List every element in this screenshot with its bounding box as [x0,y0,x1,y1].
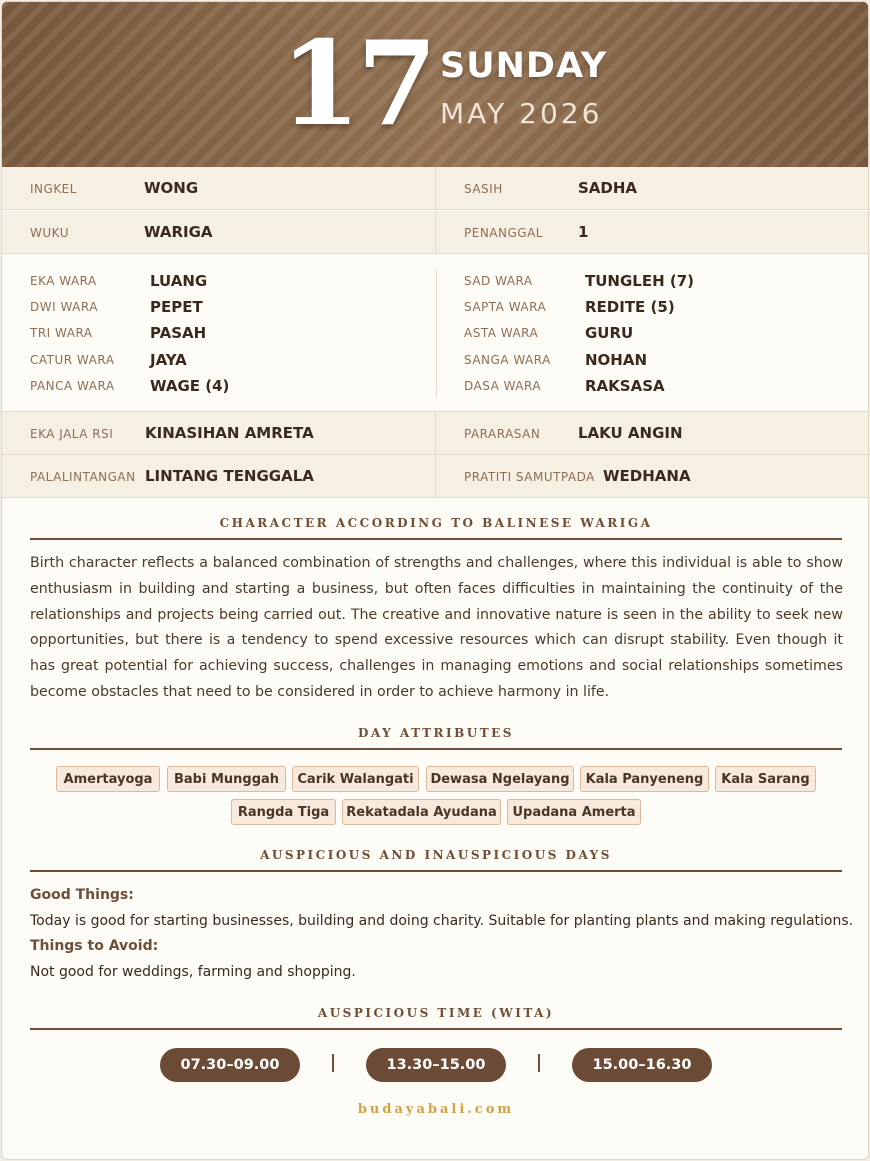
row-ekajalarsi-pararasan [2,412,869,455]
sasih-cell [436,167,869,209]
wara-block [2,254,869,412]
wuku-cell [2,211,436,253]
eka-wara-label: EKA WARA [30,274,97,288]
things-to-avoid-text: Not good for weddings, farming and shopping. [30,964,356,980]
month-year: MAY 2026 [440,97,603,130]
eka-jala-rsi-label: EKA JALA RSI [30,427,114,441]
attribute-tag: Kala Panyeneng [580,766,709,792]
penanggal-value: 1 [578,223,589,241]
sasih-label: SASIH [464,182,503,196]
wuku-label: WUKU [30,226,69,240]
attribute-tag: Amertayoga [56,766,160,792]
time-separator [332,1054,334,1072]
sanga-wara-label: SANGA WARA [464,353,551,367]
sapta-wara-label: SAPTA WARA [464,300,547,314]
attributes-rule [30,748,842,750]
wuku-value: WARIGA [144,223,213,241]
pratiti-cell [436,455,869,497]
attribute-tag: Kala Sarang [715,766,816,792]
dasa-wara-label: DASA WARA [464,379,542,393]
sad-wara-label: SAD WARA [464,274,533,288]
palalintangan-value: LINTANG TENGGALA [145,467,314,485]
pararasan-label: PARARASAN [464,427,541,441]
row-ingkel-sasih [2,167,869,210]
time-slot-pill: 07.30–09.00 [160,1048,300,1082]
ingkel-cell [2,167,436,209]
penanggal-cell [436,211,869,253]
time-slot-pill: 15.00–16.30 [572,1048,712,1082]
sad-wara-value: TUNGLEH (7) [585,272,695,290]
sanga-wara-value: NOHAN [585,351,648,369]
row-palalintangan-pratiti [2,455,869,498]
panca-wara-value: WAGE (4) [150,377,230,395]
row-wuku-penanggal [2,211,869,254]
eka-jala-rsi-cell [2,412,436,454]
character-text: Birth character reflects a balanced combination of strengths and challenges, where this individual is able to show enthusiasm in building and starting a business, but often faces difficulties in maintaining the continuity of the relationships and projects being carried out. The creative and innovative nature is seen in the ability to seek new opportunities, but there is a tendency to spend excessive resources which can disrupt stability. Even though it has great potential for achieving success, challenges in managing emotions and social relationships sometimes become obstacles that need to be considered in order to achieve harmony in life. [30,555,843,700]
asta-wara-label: ASTA WARA [464,326,539,340]
pratiti-label: PRATITI SAMUTPADA [464,470,595,484]
dwi-wara-value: PEPET [150,298,203,316]
times-title: AUSPICIOUS TIME (WITA) [317,1006,555,1020]
character-title: CHARACTER ACCORDING TO BALINESE WARIGA [219,516,653,530]
ingkel-label: INGKEL [30,182,77,196]
attributes-title: DAY ATTRIBUTES [358,726,514,740]
wara-divider [436,270,437,398]
ingkel-value: WONG [144,179,199,197]
attribute-tag: Babi Munggah [167,766,286,792]
good-things-label: Good Things: [30,887,134,903]
date-header [2,2,869,167]
attribute-tag: Upadana Amerta [507,799,641,825]
good-things-text: Today is good for starting businesses, building and doing charity. Suitable for planting plants and making regulations. [30,913,854,929]
times-rule [30,1028,842,1030]
attribute-tag: Carik Walangati [292,766,419,792]
character-rule [30,538,842,540]
footer-brand: budayabali.com [357,1102,515,1117]
pararasan-cell [436,412,869,454]
attribute-tag: Dewasa Ngelayang [426,766,574,792]
day-name: SUNDAY [440,46,608,86]
day-number: 17 [280,16,434,152]
sasih-value: SADHA [578,179,638,197]
time-separator [538,1054,540,1072]
palalintangan-label: PALALINTANGAN [30,470,136,484]
tri-wara-value: PASAH [150,324,207,342]
auspicious-rule [30,870,842,872]
eka-jala-rsi-value: KINASIHAN AMRETA [145,424,314,442]
things-to-avoid-label: Things to Avoid: [30,938,159,954]
penanggal-label: PENANGGAL [464,226,543,240]
eka-wara-value: LUANG [150,272,208,290]
calendar-card [1,1,869,1160]
attribute-tag: Rangda Tiga [231,799,336,825]
tri-wara-label: TRI WARA [30,326,93,340]
catur-wara-value: JAYA [150,351,187,369]
catur-wara-label: CATUR WARA [30,353,115,367]
asta-wara-value: GURU [585,324,634,342]
panca-wara-label: PANCA WARA [30,379,115,393]
auspicious-title: AUSPICIOUS AND INAUSPICIOUS DAYS [260,848,612,862]
pararasan-value: LAKU ANGIN [578,424,683,442]
attribute-tag: Rekatadala Ayudana [342,799,501,825]
pratiti-value: WEDHANA [603,467,691,485]
dwi-wara-label: DWI WARA [30,300,98,314]
dasa-wara-value: RAKSASA [585,377,665,395]
time-slot-pill: 13.30–15.00 [366,1048,506,1082]
sapta-wara-value: REDITE (5) [585,298,675,316]
palalintangan-cell [2,455,436,497]
